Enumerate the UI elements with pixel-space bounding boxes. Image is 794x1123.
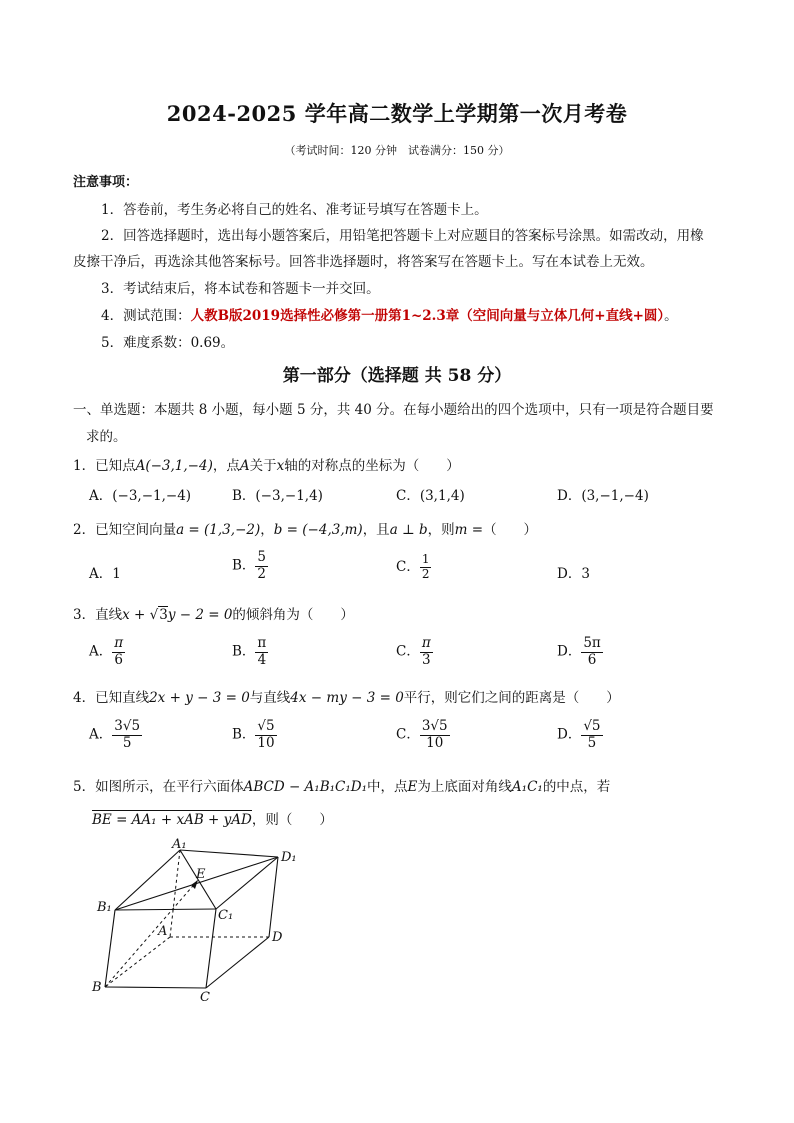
q2-option-c-label: C． bbox=[396, 558, 420, 575]
frac-num: √5 bbox=[257, 718, 275, 734]
q4-option-c-frac bbox=[420, 719, 450, 751]
q5-stem-2 bbox=[92, 808, 333, 828]
exam-title: 2024-2025 学年高二数学上学期第一次月考卷 bbox=[166, 101, 628, 126]
q2-option-a[interactable]: A．1 bbox=[89, 566, 121, 582]
q1-x: x bbox=[276, 458, 285, 474]
edge-c1-d1 bbox=[216, 857, 278, 909]
q4-option-d[interactable] bbox=[557, 719, 603, 751]
hidden-edge-a-b bbox=[105, 937, 170, 987]
q4-option-a-frac bbox=[112, 719, 142, 751]
q5-diagonal: A₁C₁ bbox=[511, 779, 543, 795]
q4-option-b-frac bbox=[255, 719, 276, 751]
q1-stem-d: 轴的对称点的坐标为（ ） bbox=[284, 458, 460, 474]
edge-b-c bbox=[105, 987, 206, 988]
label-e: E bbox=[196, 867, 206, 882]
q4-option-c-label: C． bbox=[396, 726, 420, 743]
notice-item-2-cont: 皮擦干净后，再选涂其他答案标号。回答非选择题时，将答案写在答题卡上。写在本试卷上无效。 bbox=[73, 254, 654, 270]
part1-title: 第一部分（选择题 共 58 分） bbox=[282, 366, 512, 386]
frac-num: 5 bbox=[257, 549, 267, 565]
label-a1: A₁ bbox=[172, 837, 187, 852]
frac-den: 6 bbox=[114, 651, 123, 668]
q4-stem-b: 与直线 bbox=[249, 690, 291, 706]
notice-item-4-prefix: 4．测试范围： bbox=[101, 308, 191, 324]
q3-option-c-label: C． bbox=[396, 643, 420, 660]
q2-stem-d: （ ） bbox=[483, 522, 538, 538]
frac-den: 10 bbox=[426, 734, 444, 751]
q2-option-b-frac bbox=[255, 550, 268, 582]
frac-den: 2 bbox=[421, 566, 430, 581]
label-b1: B₁ bbox=[97, 900, 112, 915]
q3-option-a-label: A． bbox=[89, 643, 113, 660]
frac-den: 10 bbox=[257, 734, 275, 751]
edge-b1-b bbox=[105, 910, 115, 987]
q4-line-1: 2x + y − 3 = 0 bbox=[149, 690, 250, 706]
edge-c-d bbox=[206, 937, 269, 988]
notice-item-2: 2．回答选择题时，选出每小题答案后，用铅笔把答题卡上对应题目的答案标号涂黑。如需改动，用橡 bbox=[101, 228, 704, 244]
frac-num: π bbox=[114, 635, 124, 651]
q4-option-a[interactable] bbox=[89, 719, 142, 751]
q2-stem-c: ，则 bbox=[427, 522, 455, 538]
q4-line-2: 4x − my − 3 = 0 bbox=[290, 690, 404, 706]
q5-stem-c: 为上底面对角线 bbox=[417, 779, 512, 795]
q1-point: A(−3,1,−4) bbox=[135, 458, 213, 474]
q1-stem-a: 1．已知点 bbox=[73, 458, 136, 474]
q3-option-b[interactable] bbox=[232, 636, 268, 668]
q5-stem-e: ，则（ ） bbox=[251, 812, 333, 828]
frac-num: π bbox=[421, 635, 431, 651]
q3-option-a[interactable] bbox=[89, 636, 125, 668]
q2-stem-b: ，且 bbox=[362, 522, 390, 538]
q3-sqrt: √ bbox=[149, 607, 159, 623]
edge-d1-d bbox=[269, 857, 278, 937]
frac-den: 3 bbox=[421, 651, 431, 668]
notice-item-4-suffix: 。 bbox=[664, 308, 678, 324]
frac-den: 6 bbox=[587, 651, 597, 668]
frac-num: √5 bbox=[583, 718, 601, 734]
edge-a1-b1 bbox=[115, 850, 180, 910]
frac-num: 5π bbox=[583, 635, 601, 651]
q3-option-d-label: D． bbox=[557, 643, 582, 660]
frac-num: 3√5 bbox=[421, 718, 448, 734]
q2-option-c[interactable] bbox=[396, 553, 431, 582]
q2-option-d[interactable]: D．3 bbox=[557, 566, 590, 582]
vector-be bbox=[105, 880, 198, 987]
frac-num: 1 bbox=[421, 552, 430, 566]
q1-option-d[interactable]: D．(3,−1,−4) bbox=[557, 488, 649, 504]
q5-stem-b: 中，点 bbox=[367, 779, 408, 795]
q5-stem bbox=[73, 775, 610, 795]
test-scope: 人教B版2019选择性必修第一册第1~2.3章（空间向量与立体几何+直线+圆） bbox=[190, 308, 665, 324]
q4-option-b-label: B． bbox=[232, 726, 256, 743]
frac-den: 5 bbox=[122, 734, 132, 751]
label-c1: C₁ bbox=[218, 908, 234, 923]
q2-option-b[interactable] bbox=[232, 550, 268, 582]
q4-option-d-label: D． bbox=[557, 726, 582, 743]
frac-num: π bbox=[257, 635, 267, 651]
notice-item-1: 1．答卷前，考生务必将自己的姓名、准考证号填写在答题卡上。 bbox=[101, 202, 488, 218]
q4-option-a-label: A． bbox=[89, 726, 113, 743]
q3-stem-a: 3．直线 bbox=[73, 607, 123, 623]
q3-option-b-label: B． bbox=[232, 643, 256, 660]
q4-stem-c: 平行，则它们之间的距离是（ ） bbox=[403, 690, 620, 706]
q2-stem-a: 2．已知空间向量 bbox=[73, 522, 177, 538]
q2-vector-b: b = (−4,3,m) bbox=[273, 522, 363, 538]
label-d1: D₁ bbox=[281, 850, 297, 865]
edge-a1-d1 bbox=[180, 850, 278, 857]
q3-eq-a: x + bbox=[122, 607, 150, 623]
notice-item-5: 5．难度系数：0.69。 bbox=[101, 335, 235, 351]
q5-E: E bbox=[407, 779, 418, 795]
label-c: C bbox=[200, 990, 210, 1005]
section1-line1: 一、单选题：本题共 8 小题，每小题 5 分，共 40 分。在每小题给出的四个选项中，只有一项是符合题目要 bbox=[73, 402, 714, 418]
q3-stem-b: 的倾斜角为（ ） bbox=[232, 607, 354, 623]
q1-option-c[interactable]: C．(3,1,4) bbox=[396, 488, 465, 504]
notice-heading: 注意事项： bbox=[73, 175, 139, 190]
q4-stem-a: 4．已知直线 bbox=[73, 690, 150, 706]
q3-option-d-frac bbox=[581, 636, 602, 668]
q5-vector-equation: BE = AA₁ + xAB + yAD bbox=[92, 812, 252, 828]
q1-stem-b: ，点 bbox=[212, 458, 240, 474]
frac-num: 3√5 bbox=[114, 718, 141, 734]
q3-radicand: 3 bbox=[159, 607, 168, 623]
label-d: D bbox=[272, 930, 283, 945]
section1-line2: 求的。 bbox=[86, 429, 127, 445]
q2-option-c-frac bbox=[420, 553, 432, 582]
q1-stem bbox=[73, 454, 460, 474]
q1-option-a[interactable]: A．(−3,−1,−4) bbox=[89, 488, 192, 504]
q1-stem-c: 关于 bbox=[249, 458, 277, 474]
q2-option-b-label: B． bbox=[232, 557, 256, 574]
frac-den: 5 bbox=[587, 734, 597, 751]
parallelepiped-figure bbox=[80, 835, 310, 1005]
q2-vector-a: a = (1,3,−2) bbox=[176, 522, 261, 538]
q2-perp: a ⊥ b bbox=[389, 522, 428, 538]
q3-option-b-frac bbox=[255, 636, 268, 668]
q5-solid: ABCD − A₁B₁C₁D₁ bbox=[243, 779, 368, 795]
q3-eq-b: y − 2 = 0 bbox=[167, 607, 233, 623]
q1-A: A bbox=[239, 458, 250, 474]
q4-stem bbox=[73, 686, 620, 706]
q3-option-c[interactable] bbox=[396, 636, 433, 668]
hidden-edge-a1-a bbox=[170, 850, 180, 937]
notice-item-4 bbox=[101, 304, 678, 324]
q1-option-b[interactable]: B．(−3,−1,4) bbox=[232, 488, 323, 504]
label-a: A bbox=[158, 924, 168, 939]
q3-stem bbox=[73, 603, 354, 623]
q2-m: m = bbox=[454, 522, 484, 538]
q4-option-c[interactable] bbox=[396, 719, 450, 751]
q3-option-c-frac bbox=[420, 636, 433, 668]
q3-option-a-frac bbox=[112, 636, 125, 668]
q4-option-b[interactable] bbox=[232, 719, 277, 751]
edge-b1-c1 bbox=[115, 909, 216, 910]
q5-stem-d: 的中点，若 bbox=[542, 779, 611, 795]
q2-comma: ， bbox=[260, 522, 274, 538]
q2-stem bbox=[73, 518, 537, 538]
q4-option-d-frac bbox=[581, 719, 602, 751]
frac-den: 2 bbox=[257, 565, 267, 582]
exam-subtitle: （考试时间：120 分钟 试卷满分：150 分） bbox=[284, 144, 510, 157]
q5-stem-a: 5．如图所示，在平行六面体 bbox=[73, 779, 244, 795]
frac-den: 4 bbox=[257, 651, 267, 668]
label-b: B bbox=[92, 980, 102, 995]
notice-item-3: 3．考试结束后，将本试卷和答题卡一并交回。 bbox=[101, 281, 380, 297]
edge-c1-c bbox=[206, 909, 216, 988]
q3-option-d[interactable] bbox=[557, 636, 603, 668]
